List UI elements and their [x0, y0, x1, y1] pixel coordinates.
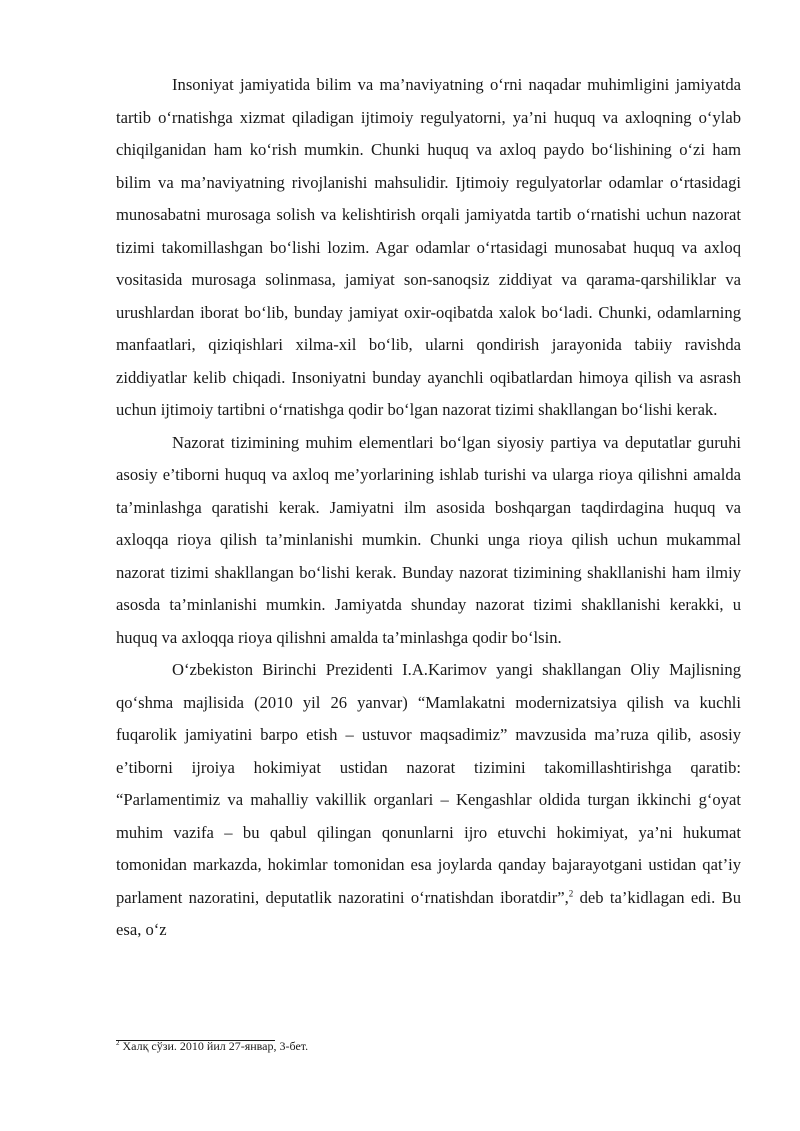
footnote-text: Халқ сўзи. 2010 йил 27-январ, 3-бет. [119, 1039, 309, 1053]
paragraph-3-continuation: deb ta’kidlagan edi. Bu esa, o‘z [116, 887, 742, 939]
paragraph-2: Nazorat tizimining muhim elementlari bo‘lgan siyosiy partiya va deputatlar guruhi asosiy e’tiborni huquq va axloq me’yorlarining ishlab turishi va ularga rioya qilishni amalda ta’minlashga qaratishi kerak. Jamiyatni ilm asosida boshqargan taqdirdagina huquq va axloqqa rioya qilish ta’minlanishi mumkin. Chunki unga rioya qilish uchun mukammal nazorat tizimi shakllangan bo‘lishi kerak. Bunday nazorat tizimining shakllanishi ham ilmiy asosda ta’minlanishi mumkin. Jamiyatda shunday nazorat tizimi shakllanishi kerakki, u huquq va axloqqa rioya qilishni amalda ta’minlashga qodir bo‘lsin. [116, 432, 741, 647]
paragraph-1: Insoniyat jamiyatida bilim va ma’naviyatning o‘rni naqadar muhimligini jamiyatda tartib o‘rnatishga xizmat qiladigan ijtimoiy regulyatorni, ya’ni huquq va axloqning o‘ylab chiqilganidan ham ko‘rish mumkin. Chunki huquq va axloq paydo bo‘lishining o‘zi ham bilim va ma’naviyatning rivojlanishi mahsulidir. Ijtimoiy regulyatorlar odamlar o‘rtasidagi munosabatni murosaga solish va kelishtirish orqali jamiyatda tartib o‘rnatishi uchun nazorat tizimi takomillashgan bo‘lishi lozim. Agar odamlar o‘rtasidagi munosabat huquq va axloq vositasida murosaga solinmasa, jamiyat son-sanoqsiz ziddiyat va qarama-qarshiliklar va urushlardan iborat bo‘lib, bunday jamiyat oxir-oqibatda xalok bo‘ladi. Chunki, odamlarning manfaatlari, qiziqishlari xilma-xil bo‘lib, ularni qondirish jarayonida tabiiy ravishda ziddiyatlar kelib chiqadi. Insoniyatni bunday ayanchli oqibatlardan himoya qilish va asrash uchun ijtimoiy tartibni o‘rnatishga qodir bo‘lgan nazorat tizimi shakllangan bo‘lishi kerak. [116, 75, 741, 419]
paragraph-3 [116, 654, 741, 947]
footnote-number: 2 [116, 1039, 120, 1047]
footnote-reference: 2 [568, 887, 574, 898]
paragraph-3-text: O‘zbekiston Birinchi Prezidenti I.A.Karimov yangi shakllangan Oliy Majlisning qo‘shma majlisida (2010 yil 26 yanvar) “Mamlakatni modernizatsiya qilish va kuchli fuqarolik jamiyatini barpo etish – ustuvor maqsadimiz” mavzusida ma’ruza qilib, asosiy e’tiborni ijroiya hokimiyat ustidan nazorat tizimini takomillashtirishga qaratib: “Parlamentimiz va mahalliy vakillik organlari – Kengashlar oldida turgan ikkinchi g‘oyat muhim vazifa – bu qabul qilingan qonunlarni ijro etuvchi hokimiyat, ya’ni hukumat tomonidan markazda, hokimlar tomonidan esa joylarda qanday bajarayotgani ustidan qat’iy parlament nazoratini, deputatlik nazoratini o‘rnatishdan iboratdir”, [116, 660, 741, 907]
document-body [116, 69, 741, 947]
footnote [116, 1039, 308, 1053]
